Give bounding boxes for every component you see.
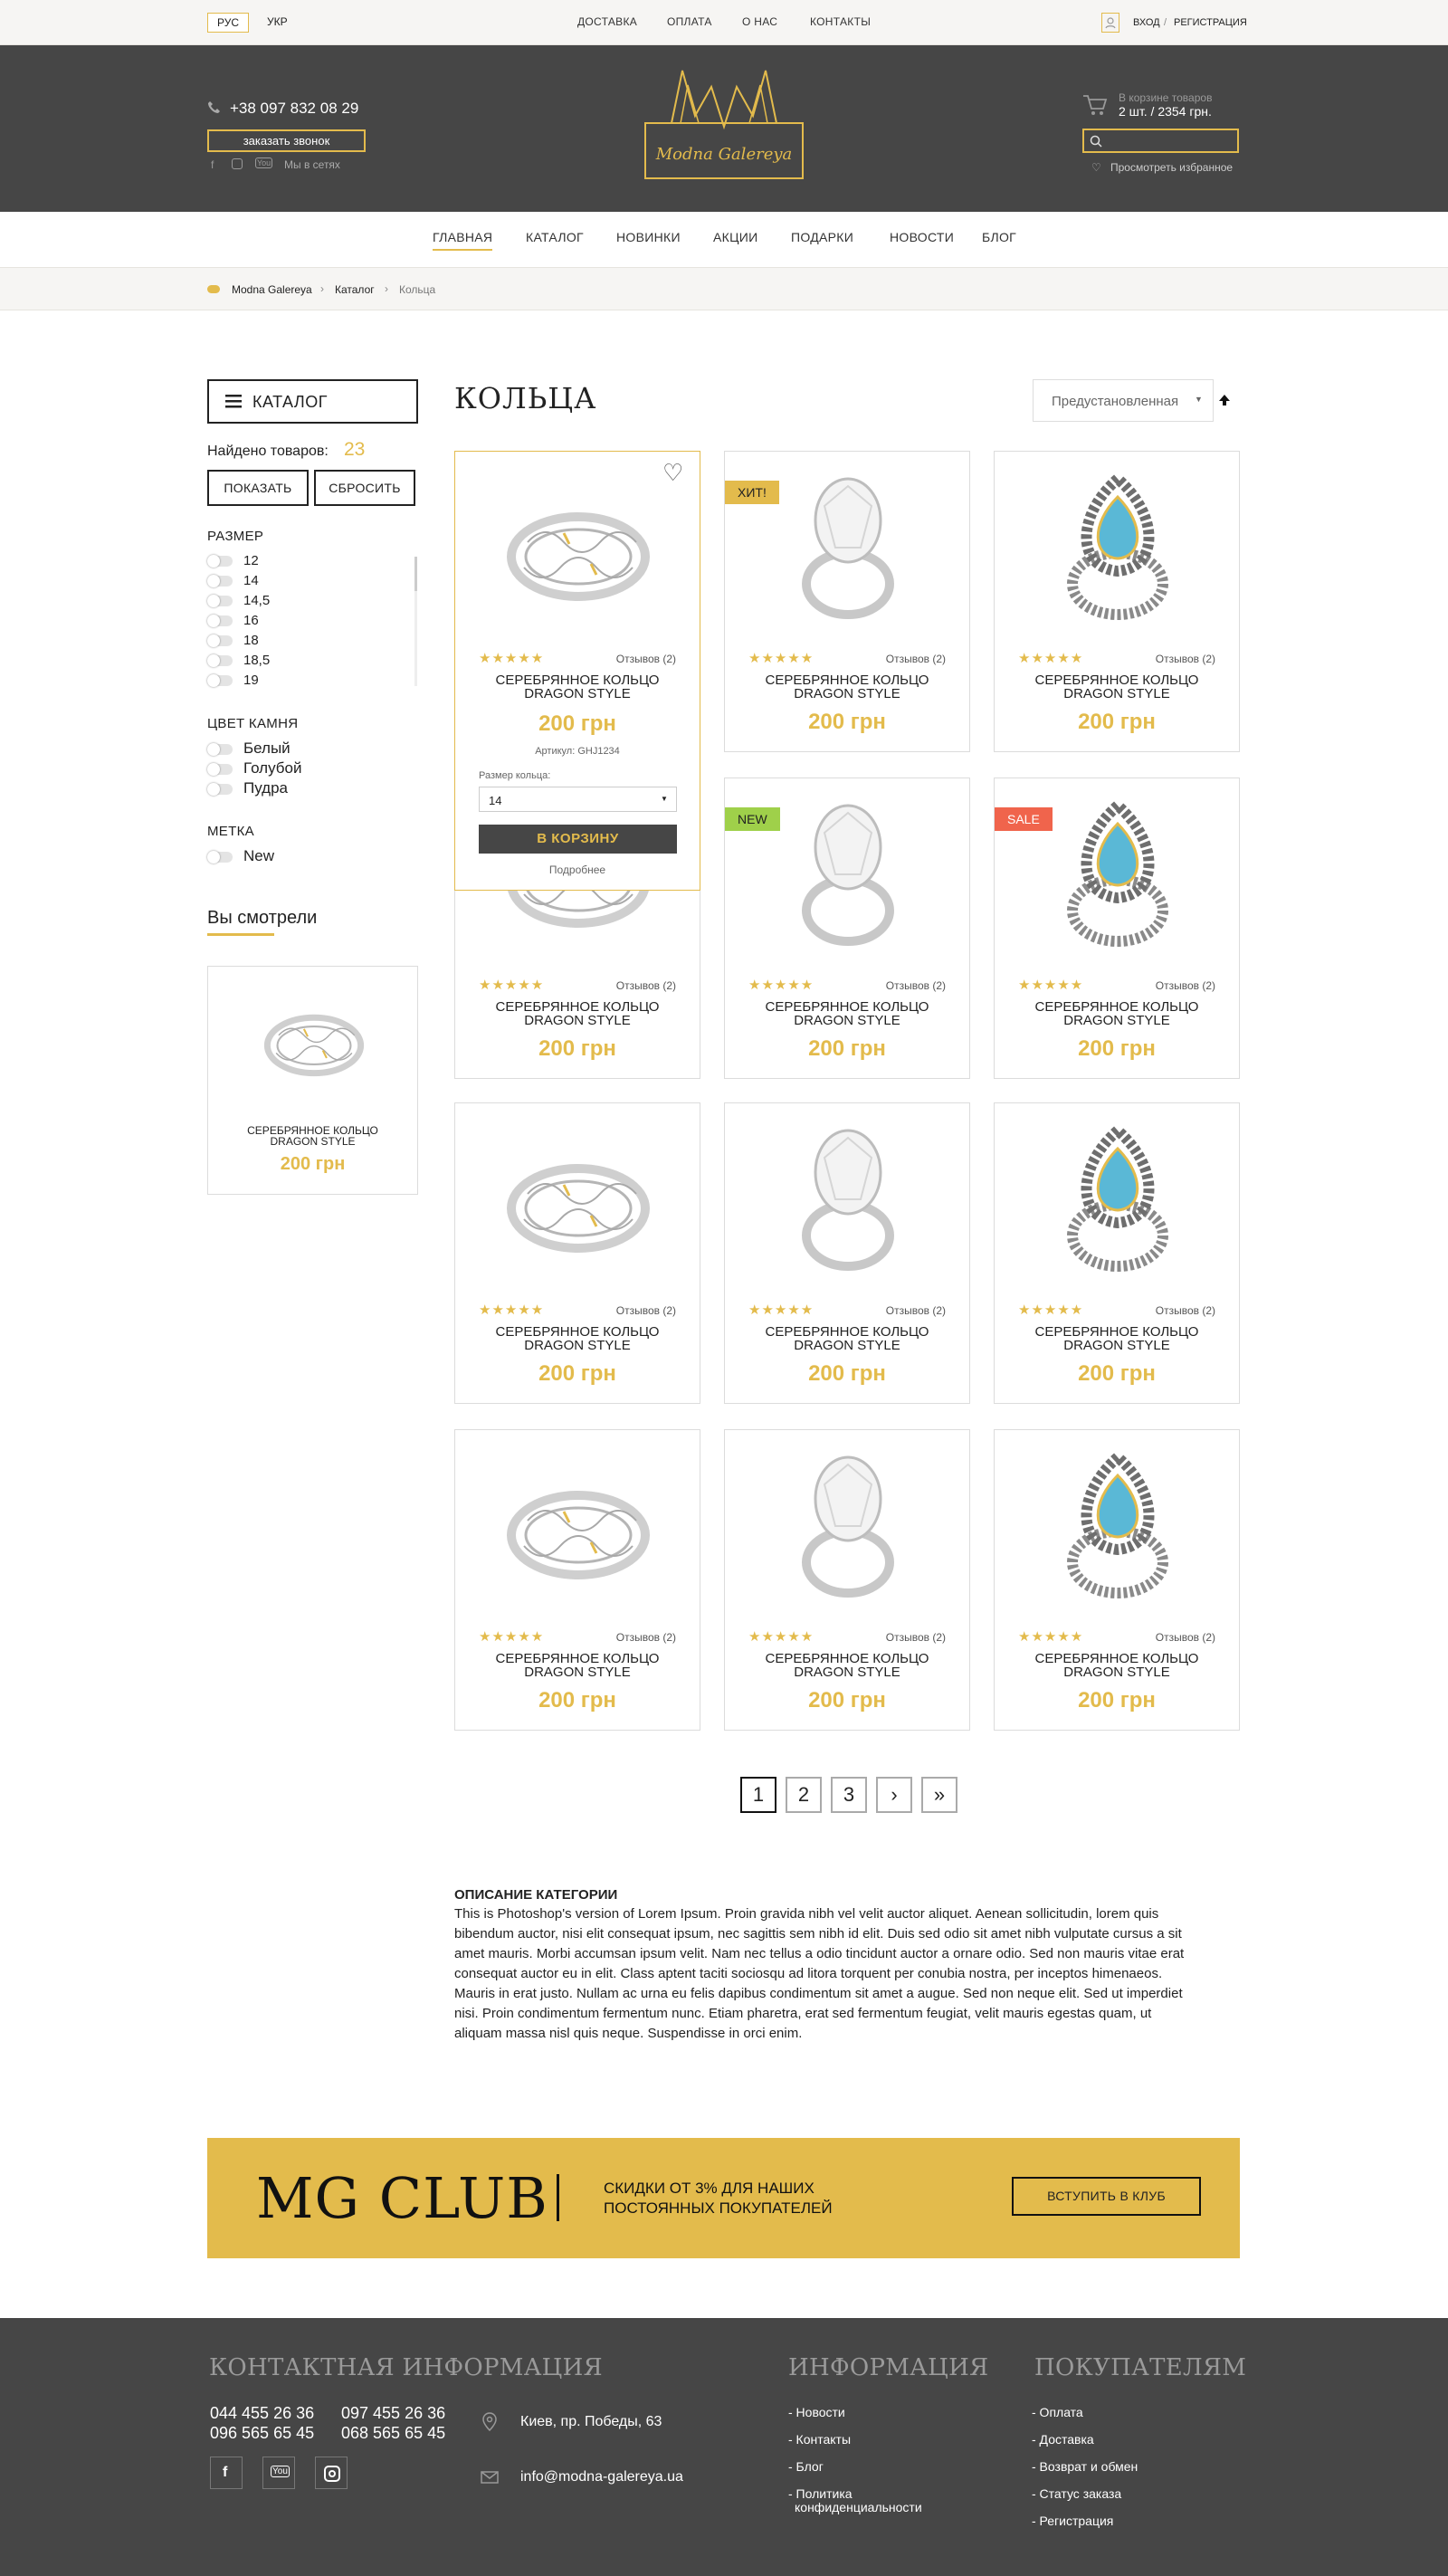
product-card[interactable] — [724, 1102, 970, 1404]
product-card[interactable] — [454, 1429, 700, 1731]
viewed-name: DRAGON STYLE — [270, 1135, 356, 1148]
product-name[interactable]: СЕРЕБРЯННОЕ КОЛЬЦО — [1034, 999, 1199, 1015]
footer-link[interactable]: - Возврат и обмен — [1032, 2459, 1138, 2474]
size-option-label: 18,5 — [243, 653, 271, 668]
nav-gifts[interactable]: ПОДАРКИ — [791, 230, 854, 244]
join-club-button[interactable]: ВСТУПИТЬ В КЛУБ — [1012, 2177, 1201, 2216]
stone-option-label: Пудра — [243, 779, 288, 797]
product-price: 200 грн — [808, 1688, 886, 1713]
nav-catalog[interactable]: КАТАЛОГ — [526, 230, 584, 244]
size-filter-title: РАЗМЕР — [207, 529, 264, 544]
breadcrumb-home[interactable]: Modna Galereya — [232, 283, 312, 296]
size-select[interactable] — [479, 787, 677, 812]
nav-new[interactable]: НОВИНКИ — [616, 230, 681, 244]
rating-stars: ★★★★★ — [748, 978, 814, 993]
viewed-card[interactable] — [207, 966, 418, 1195]
product-name[interactable]: DRAGON STYLE — [524, 686, 631, 701]
footer-link[interactable]: - Новости — [788, 2405, 845, 2419]
separator: / — [1164, 17, 1167, 28]
reviews-link[interactable]: Отзывов (2) — [1155, 1631, 1215, 1644]
cart-value[interactable]: 2 шт. / 2354 грн. — [1119, 104, 1212, 119]
next-page-button[interactable]: › — [876, 1777, 912, 1813]
club-banner — [207, 2138, 1240, 2258]
description-line: bibendum auctor, nisi elit consequat ipsum, nec sagittis sem nibh id elit. Duis sed odio sit amet nibh vulputate cursus a sit — [454, 1926, 1182, 1942]
login-link[interactable]: ВХОД — [1133, 17, 1160, 28]
footer-info-title: ИНФОРМАЦИЯ — [788, 2354, 989, 2381]
lang-ua-button[interactable]: УКР — [267, 15, 288, 28]
footer-phone[interactable]: 044 455 26 36 — [210, 2404, 315, 2422]
page-2-button[interactable]: 2 — [786, 1777, 822, 1813]
instagram-icon[interactable] — [315, 2457, 348, 2489]
stone-option-label: Белый — [243, 739, 291, 757]
description-title: ОПИСАНИЕ КАТЕГОРИИ — [454, 1887, 618, 1903]
size-select-label: Размер кольца: — [479, 770, 551, 781]
footer-link[interactable]: - Политика — [788, 2486, 853, 2501]
description-line: nisi. Proin condimentum fermentum nunc. Etiam pharetra, erat sed fermentum feugiat, velit mauris egestas quam, ut — [454, 2006, 1152, 2021]
stone-toggle[interactable] — [207, 744, 233, 755]
product-name[interactable]: DRAGON STYLE — [1063, 1013, 1170, 1028]
favorites-link[interactable]: Просмотреть избранное — [1110, 161, 1234, 174]
product-price: 200 грн — [808, 1361, 886, 1386]
nav-news[interactable]: НОВОСТИ — [890, 230, 955, 244]
product-name[interactable]: СЕРЕБРЯННОЕ КОЛЬЦО — [765, 999, 929, 1015]
rating-stars: ★★★★★ — [748, 651, 814, 666]
heart-icon[interactable]: ♡ — [662, 459, 684, 486]
last-page-button[interactable]: » — [921, 1777, 957, 1813]
footer-link[interactable]: - Доставка — [1032, 2432, 1094, 2447]
product-price: 200 грн — [1078, 1688, 1156, 1713]
reviews-link[interactable]: Отзывов (2) — [615, 1631, 676, 1644]
stone-toggle[interactable] — [207, 784, 233, 795]
footer-contacts-title: КОНТАКТНАЯ ИНФОРМАЦИЯ — [209, 2354, 603, 2381]
product-name[interactable]: СЕРЕБРЯННОЕ КОЛЬЦО — [495, 999, 660, 1015]
footer-link[interactable]: - Контакты — [788, 2432, 852, 2447]
product-card[interactable] — [724, 778, 970, 1079]
callback-button[interactable]: заказать звонок — [207, 129, 366, 152]
chevron-down-icon: ▼ — [661, 795, 668, 803]
size-option-label: 12 — [243, 553, 259, 568]
show-button[interactable]: ПОКАЗАТЬ — [207, 470, 309, 506]
reviews-link[interactable]: Отзывов (2) — [1155, 979, 1215, 992]
top-bar — [0, 0, 1448, 45]
ring-image-filigree — [500, 1121, 656, 1277]
nav-blog[interactable]: БЛОГ — [982, 230, 1017, 244]
reviews-link[interactable]: Отзывов (2) — [885, 653, 946, 665]
facebook-icon[interactable]: f — [210, 2457, 243, 2489]
youtube-icon[interactable]: You — [262, 2457, 295, 2489]
product-name[interactable]: DRAGON STYLE — [1063, 1665, 1170, 1680]
reviews-link[interactable]: Отзывов (2) — [885, 979, 946, 992]
size-option-label: 16 — [243, 613, 259, 628]
badge-hit: ХИТ! — [725, 481, 779, 504]
footer-link[interactable]: - Регистрация — [1032, 2514, 1114, 2528]
footer-address: Киев, пр. Победы, 63 — [520, 2414, 662, 2429]
product-price: 200 грн — [538, 711, 616, 736]
youtube-icon[interactable]: You — [257, 158, 272, 167]
rating-stars: ★★★★★ — [1018, 1629, 1084, 1645]
product-name[interactable]: DRAGON STYLE — [794, 1338, 900, 1353]
topnav-payment[interactable]: ОПЛАТА — [667, 15, 712, 28]
viewed-name: СЕРЕБРЯННОЕ КОЛЬЦО — [247, 1124, 378, 1137]
location-icon — [481, 2412, 498, 2437]
nav-home[interactable]: ГЛАВНАЯ — [433, 230, 492, 251]
breadcrumb-current: Кольца — [399, 283, 436, 296]
size-toggle[interactable] — [207, 576, 233, 587]
rating-stars: ★★★★★ — [1018, 651, 1084, 666]
product-price: 200 грн — [1078, 710, 1156, 734]
sort-select[interactable] — [1033, 379, 1214, 422]
ring-image-diamond — [770, 470, 926, 625]
size-option-label: 14 — [243, 573, 259, 588]
size-toggle[interactable] — [207, 635, 233, 646]
viewed-price: 200 грн — [280, 1154, 346, 1174]
footer-link[interactable]: - Статус заказа — [1032, 2486, 1122, 2501]
footer-phone[interactable]: 097 455 26 36 — [341, 2404, 446, 2422]
ring-image-topaz — [1040, 1121, 1196, 1277]
size-toggle[interactable] — [207, 596, 233, 606]
page-1-button[interactable]: 1 — [740, 1777, 776, 1813]
size-option-label: 14,5 — [243, 593, 271, 608]
reviews-link[interactable]: Отзывов (2) — [615, 653, 676, 665]
description-line: amet mauris. Morbi accumsan ipsum velit. Nam nec tellus a odio tincidunt auctor a ornare odio. Sed non mauris vitae erat — [454, 1946, 1185, 1961]
product-name[interactable]: DRAGON STYLE — [1063, 1338, 1170, 1353]
description-line: Mauris in erat justo. Nullam ac urna eu felis dapibus condimentum sit amet a augue. Sed non neque elit. Sed ut imperdiet — [454, 1986, 1183, 2001]
found-label: Найдено товаров: — [207, 444, 329, 459]
product-card-hover[interactable] — [454, 451, 700, 891]
rating-stars: ★★★★★ — [479, 651, 545, 666]
nav-sales[interactable]: АКЦИИ — [713, 230, 758, 244]
details-link[interactable]: Подробнее — [548, 863, 606, 876]
footer-link[interactable]: конфиденциальности — [795, 2500, 922, 2514]
size-option-label: 18 — [243, 633, 259, 648]
ring-image-diamond — [770, 1448, 926, 1604]
stone-option-label: Голубой — [243, 759, 302, 777]
product-name[interactable]: СЕРЕБРЯННОЕ КОЛЬЦО — [1034, 1324, 1199, 1340]
club-text: СКИДКИ ОТ 3% ДЛЯ НАШИХ — [604, 2180, 814, 2197]
catalog-button[interactable] — [207, 379, 418, 424]
found-count: 23 — [344, 439, 366, 460]
lang-ru-button[interactable]: РУС — [207, 13, 249, 33]
home-icon[interactable] — [207, 285, 220, 293]
product-card[interactable] — [724, 451, 970, 752]
product-name[interactable]: DRAGON STYLE — [794, 686, 900, 701]
product-name[interactable]: СЕРЕБРЯННОЕ КОЛЬЦО — [495, 1324, 660, 1340]
article-number: Артикул: GHJ1234 — [535, 746, 620, 757]
product-name[interactable]: СЕРЕБРЯННОЕ КОЛЬЦО — [765, 1651, 929, 1666]
viewed-title: Вы смотрели — [207, 908, 318, 928]
reviews-link[interactable]: Отзывов (2) — [885, 1631, 946, 1644]
description-line: consequat auctor eu in elit. Class aptent taciti sociosqu ad litora torquent per conubia nostra, per inceptos himenaeos. — [454, 1966, 1163, 1981]
ring-image-topaz — [1040, 797, 1196, 952]
search-icon — [1090, 135, 1102, 148]
ring-image-topaz — [1040, 470, 1196, 625]
reviews-link[interactable]: Отзывов (2) — [615, 979, 676, 992]
ring-image-diamond — [770, 1121, 926, 1277]
page-3-button[interactable]: 3 — [831, 1777, 867, 1813]
product-name[interactable]: СЕРЕБРЯННОЕ КОЛЬЦО — [1034, 1651, 1199, 1666]
logo-text: Modna Galereya — [655, 145, 793, 164]
rating-stars: ★★★★★ — [1018, 978, 1084, 993]
product-name[interactable]: DRAGON STYLE — [794, 1013, 900, 1028]
topnav-about[interactable]: О НАС — [742, 15, 778, 28]
product-name[interactable]: СЕРЕБРЯННОЕ КОЛЬЦО — [1034, 673, 1199, 688]
reviews-link[interactable]: Отзывов (2) — [1155, 1304, 1215, 1317]
user-icon[interactable] — [1101, 13, 1119, 33]
product-name[interactable]: DRAGON STYLE — [524, 1665, 631, 1680]
register-link[interactable]: РЕГИСТРАЦИЯ — [1174, 17, 1247, 28]
phone-icon — [207, 100, 222, 118]
page-title: КОЛЬЦА — [454, 381, 597, 415]
footer-link[interactable]: - Блог — [788, 2459, 824, 2474]
product-price: 200 грн — [538, 1688, 616, 1713]
rating-stars: ★★★★★ — [479, 1629, 545, 1645]
phone-number[interactable]: +38 097 832 08 29 — [230, 100, 359, 117]
size-select-value: 14 — [489, 794, 502, 807]
mail-icon — [481, 2471, 499, 2488]
ring-image-filigree — [260, 985, 368, 1093]
topnav-delivery[interactable]: ДОСТАВКА — [577, 15, 638, 28]
product-name[interactable]: DRAGON STYLE — [524, 1338, 631, 1353]
product-card[interactable] — [994, 1102, 1240, 1404]
chevron-right-icon: › — [385, 282, 388, 295]
product-price: 200 грн — [808, 1036, 886, 1061]
footer-phone[interactable]: 068 565 65 45 — [341, 2424, 446, 2442]
chevron-down-icon: ▼ — [1195, 395, 1203, 404]
tag-option-label: New — [243, 847, 275, 864]
description-line: This is Photoshop's version of Lorem Ipsum. Proin gravida nibh vel velit auctor aliquet. Aenean sollicitudin, lorem quis — [454, 1906, 1159, 1922]
rating-stars: ★★★★★ — [479, 1302, 545, 1318]
product-card[interactable] — [724, 1429, 970, 1731]
footer-email[interactable]: info@modna-galereya.ua — [520, 2469, 683, 2485]
product-card[interactable] — [454, 1102, 700, 1404]
rating-stars: ★★★★★ — [748, 1629, 814, 1645]
product-price: 200 грн — [1078, 1036, 1156, 1061]
product-name[interactable]: СЕРЕБРЯННОЕ КОЛЬЦО — [765, 673, 929, 688]
size-toggle[interactable] — [207, 615, 233, 626]
product-price: 200 грн — [808, 710, 886, 734]
size-scrollbar[interactable] — [414, 557, 417, 686]
main-nav — [0, 212, 1448, 268]
facebook-icon[interactable]: f — [211, 158, 214, 171]
size-option-label: 19 — [243, 673, 259, 688]
size-toggle[interactable] — [207, 655, 233, 666]
reviews-link[interactable]: Отзывов (2) — [615, 1304, 676, 1317]
cart-icon[interactable] — [1082, 93, 1108, 121]
ring-image-topaz — [1040, 1448, 1196, 1604]
catalog-label: КАТАЛОГ — [252, 393, 328, 411]
tag-filter-title: МЕТКА — [207, 824, 254, 839]
product-name[interactable]: СЕРЕБРЯННОЕ КОЛЬЦО — [765, 1324, 929, 1340]
reviews-link[interactable]: Отзывов (2) — [1155, 653, 1215, 665]
badge-new: NEW — [725, 807, 780, 831]
social-label: Мы в сетях — [284, 158, 340, 171]
heart-icon: ♡ — [1091, 161, 1101, 174]
product-name[interactable]: СЕРЕБРЯННОЕ КОЛЬЦО — [495, 1651, 660, 1666]
stone-filter-title: ЦВЕТ КАМНЯ — [207, 716, 299, 731]
size-toggle[interactable] — [207, 556, 233, 567]
search-input[interactable] — [1082, 129, 1239, 153]
ring-image-filigree — [500, 1448, 656, 1604]
stone-toggle[interactable] — [207, 764, 233, 775]
rating-stars: ★★★★★ — [1018, 1302, 1084, 1318]
product-name[interactable]: DRAGON STYLE — [1063, 686, 1170, 701]
size-toggle[interactable] — [207, 675, 233, 686]
instagram-icon[interactable] — [232, 158, 243, 169]
breadcrumb — [0, 268, 1448, 310]
club-text: ПОСТОЯННЫХ ПОКУПАТЕЛЕЙ — [604, 2199, 833, 2217]
sort-value: Предустановленная — [1052, 394, 1179, 409]
sort-direction-icon[interactable] — [1218, 394, 1231, 411]
menu-icon — [225, 395, 242, 413]
tag-toggle[interactable] — [207, 852, 233, 863]
add-to-cart-button[interactable]: В КОРЗИНУ — [479, 825, 677, 854]
product-price: 200 грн — [1078, 1361, 1156, 1386]
reviews-link[interactable]: Отзывов (2) — [885, 1304, 946, 1317]
reset-button[interactable]: СБРОСИТЬ — [314, 470, 415, 506]
product-name[interactable]: DRAGON STYLE — [794, 1665, 900, 1680]
product-name[interactable]: DRAGON STYLE — [524, 1013, 631, 1028]
footer — [0, 2318, 1448, 2576]
product-price: 200 грн — [538, 1361, 616, 1386]
ring-image-filigree — [500, 470, 656, 625]
footer-phone[interactable]: 096 565 65 45 — [210, 2424, 315, 2442]
product-name[interactable]: СЕРЕБРЯННОЕ КОЛЬЦО — [495, 673, 660, 688]
breadcrumb-catalog[interactable]: Каталог — [335, 283, 375, 296]
chevron-right-icon: › — [320, 282, 324, 295]
ring-image-diamond — [770, 797, 926, 952]
club-divider — [557, 2174, 559, 2221]
logo[interactable] — [644, 69, 804, 179]
product-card[interactable] — [994, 778, 1240, 1079]
topnav-contacts[interactable]: КОНТАКТЫ — [810, 15, 872, 28]
footer-buyers-title: ПОКУПАТЕЛЯМ — [1034, 2354, 1247, 2381]
footer-link[interactable]: - Оплата — [1032, 2405, 1083, 2419]
cart-label: В корзине товаров — [1119, 91, 1213, 104]
product-card[interactable] — [994, 451, 1240, 752]
description-text — [454, 1904, 1242, 2044]
rating-stars: ★★★★★ — [479, 978, 545, 993]
product-card[interactable] — [994, 1429, 1240, 1731]
badge-sale: SALE — [995, 807, 1053, 831]
description-line: aliquam massa nisl quis neque. Suspendisse in orci enim. — [454, 2026, 803, 2041]
viewed-underline — [207, 933, 274, 936]
club-title: MG CLUB — [256, 2165, 548, 2231]
product-price: 200 грн — [538, 1036, 616, 1061]
rating-stars: ★★★★★ — [748, 1302, 814, 1318]
